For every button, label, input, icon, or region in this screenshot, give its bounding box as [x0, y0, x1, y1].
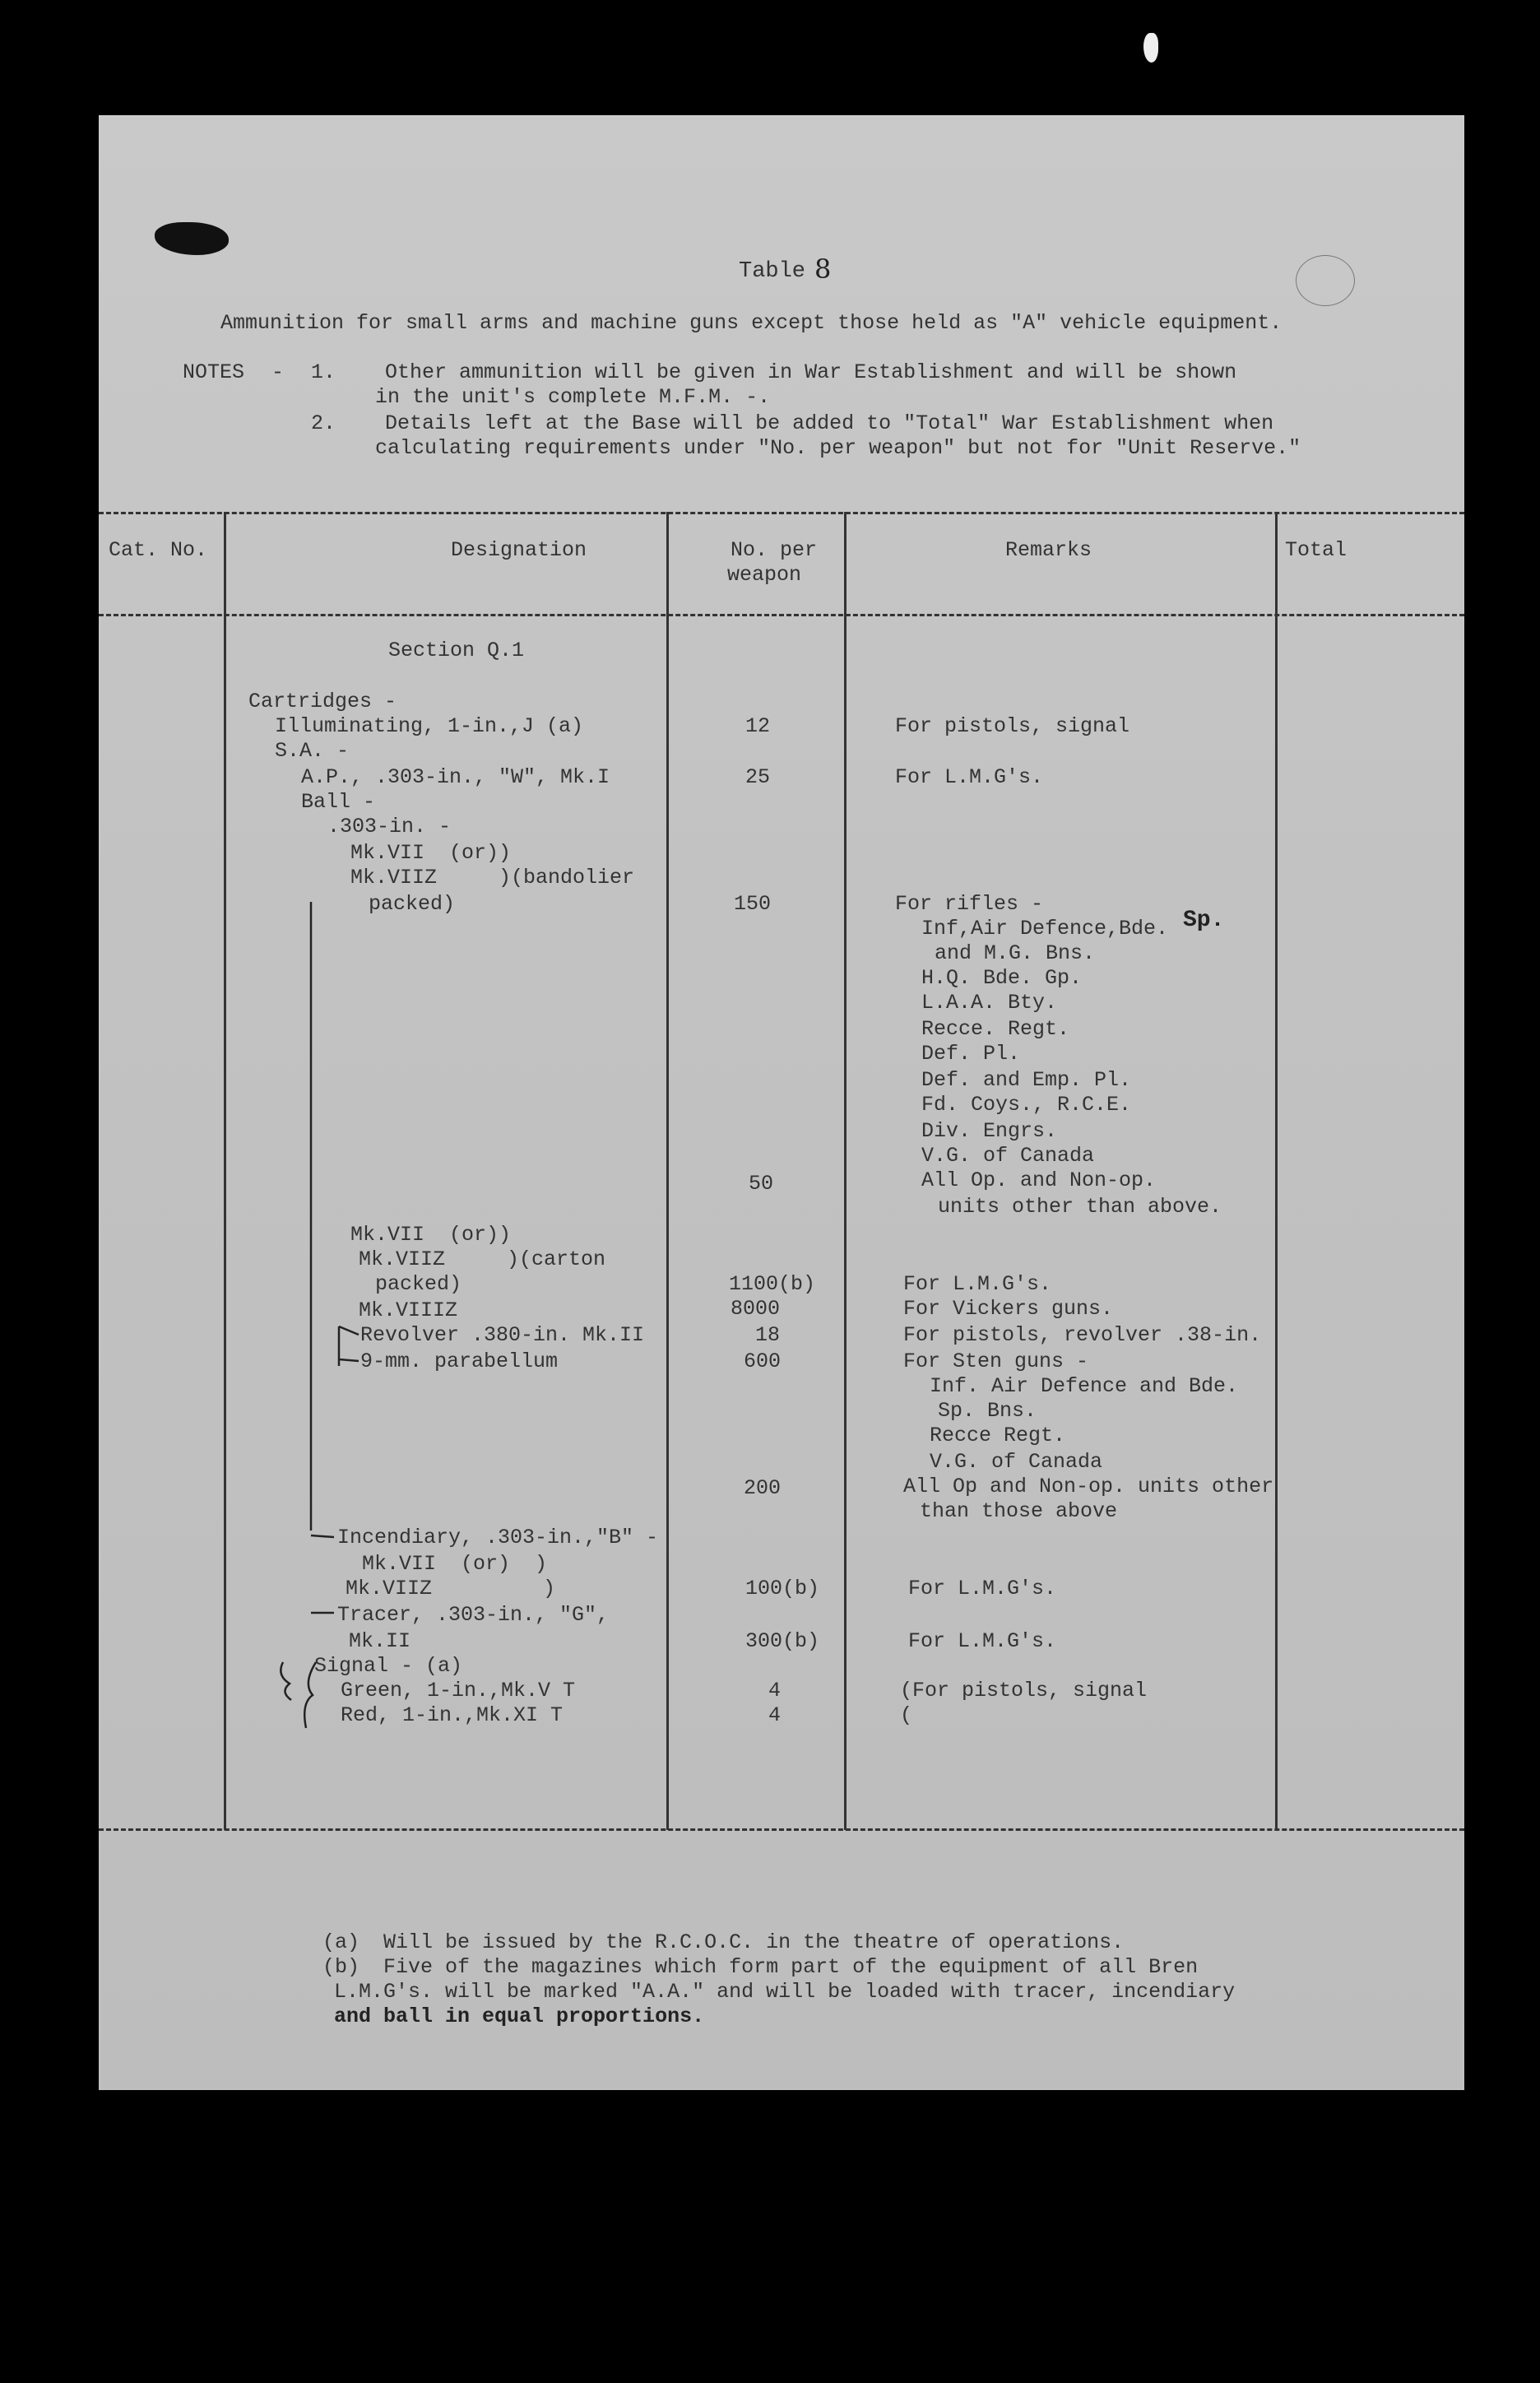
- designation-line: Mk.II: [349, 1629, 411, 1653]
- faint-stamp: [1296, 255, 1355, 306]
- number-value: 50: [749, 1172, 774, 1196]
- remark-line: Div. Engrs.: [921, 1119, 1058, 1143]
- remark-line: H.Q. Bde. Gp.: [921, 966, 1083, 990]
- number-value: 600: [744, 1349, 782, 1373]
- column-divider-3: [844, 512, 847, 1830]
- number-value: 4: [768, 1703, 782, 1727]
- remark-line: Sp. Bns.: [938, 1399, 1037, 1423]
- designation-line: Mk.VII (or)): [350, 841, 512, 865]
- remark-line: For rifles -: [895, 892, 1044, 916]
- remark-line: and M.G. Bns.: [935, 941, 1096, 965]
- designation-line: Mk.VII (or)): [350, 1223, 512, 1247]
- header-remarks: Remarks: [1005, 538, 1092, 562]
- number-value: 200: [744, 1476, 782, 1500]
- designation-line: 9-mm. parabellum: [360, 1349, 559, 1373]
- note-1-number: 1.: [311, 360, 336, 384]
- number-value: 150: [734, 892, 772, 916]
- number-value: 12: [745, 714, 771, 738]
- remark-line: For L.M.G's.: [895, 765, 1044, 789]
- header-total: Total: [1285, 538, 1348, 562]
- number-value: 100(b): [745, 1577, 820, 1600]
- number-value: 8000: [731, 1297, 781, 1321]
- remark-line: Def. and Emp. Pl.: [921, 1068, 1132, 1092]
- remark-line: For L.M.G's.: [908, 1629, 1057, 1653]
- footnote-b-mark: (b): [322, 1955, 360, 1979]
- table-subtitle: Ammunition for small arms and machine guns except those held as "A" vehicle equipment.: [220, 311, 1283, 335]
- header-weapon: weapon: [727, 563, 802, 587]
- designation-line: Mk.VIIIZ: [359, 1298, 458, 1322]
- header-no-per: No. per: [731, 538, 818, 562]
- table-top-rule: [99, 512, 1464, 514]
- remark-line: For pistols, signal: [895, 714, 1130, 738]
- designation-line: Red, 1-in.,Mk.XI T: [341, 1703, 564, 1727]
- column-divider-2: [666, 512, 669, 1830]
- designation-line: Revolver .380-in. Mk.II: [360, 1323, 645, 1347]
- designation-line: Mk.VIIZ ): [346, 1577, 556, 1600]
- number-value: 18: [755, 1323, 781, 1347]
- number-value: 25: [745, 765, 771, 789]
- number-value: 1100(b): [729, 1272, 816, 1296]
- column-divider-4: [1275, 512, 1278, 1830]
- footnote-a-mark: (a): [322, 1930, 360, 1954]
- remark-line: For L.M.G's.: [908, 1577, 1057, 1600]
- remark-line: For L.M.G's.: [903, 1272, 1052, 1296]
- designation-line: A.P., .303-in., "W", Mk.I: [301, 765, 610, 789]
- table-number: 8: [814, 253, 832, 285]
- remark-line: For Vickers guns.: [903, 1297, 1114, 1321]
- table-label: Table: [739, 259, 806, 284]
- remark-line: (: [900, 1703, 913, 1727]
- number-value: 300(b): [745, 1629, 820, 1653]
- designation-line: Ball -: [301, 790, 376, 814]
- section-title: Section Q.1: [388, 639, 525, 662]
- designation-line: S.A. -: [275, 739, 350, 763]
- header-cat-no: Cat. No.: [109, 538, 208, 562]
- remark-line: L.A.A. Bty.: [921, 991, 1058, 1015]
- designation-line: Mk.VII (or) ): [362, 1552, 548, 1576]
- designation-line: Tracer, .303-in., "G",: [337, 1603, 610, 1627]
- remark-handwritten-sp: Sp.: [1183, 908, 1225, 933]
- notes-label: NOTES: [183, 360, 245, 384]
- note-2-line-1: Details left at the Base will be added to "Total" War Establishment when: [385, 411, 1274, 435]
- designation-line: .303-in. -: [327, 815, 452, 838]
- designation-line: Signal - (a): [314, 1654, 463, 1678]
- number-value: 4: [768, 1679, 782, 1702]
- designation-line: Illuminating, 1-in.,J (a): [275, 714, 584, 738]
- footnote-b-line-3: and ball in equal proportions.: [334, 2004, 705, 2028]
- remark-line: Inf,Air Defence,Bde.: [921, 917, 1169, 941]
- note-2-line-2: calculating requirements under "No. per weapon" but not for "Unit Reserve.": [375, 436, 1301, 460]
- table-bottom-rule: [99, 1828, 1464, 1831]
- remark-line: than those above: [920, 1499, 1118, 1523]
- remark-line: Fd. Coys., R.C.E.: [921, 1093, 1132, 1117]
- remark-line: V.G. of Canada: [930, 1450, 1103, 1474]
- designation-line: Green, 1-in.,Mk.V T: [341, 1679, 576, 1702]
- remark-line: Def. Pl.: [921, 1042, 1021, 1066]
- remark-line: For pistols, revolver .38-in.: [903, 1323, 1262, 1347]
- designation-line: Mk.VIIZ )(bandolier: [350, 866, 635, 890]
- remark-line: V.G. of Canada: [921, 1144, 1095, 1168]
- table-header-rule: [99, 614, 1464, 616]
- note-1-line-2: in the unit's complete M.F.M. -.: [375, 385, 771, 409]
- remark-line: Recce Regt.: [930, 1424, 1066, 1447]
- designation-line: Cartridges -: [248, 690, 397, 713]
- remark-line: All Op. and Non-op.: [921, 1168, 1157, 1192]
- remark-line: Inf. Air Defence and Bde.: [930, 1374, 1239, 1398]
- designation-line: packed): [375, 1272, 462, 1296]
- note-2-number: 2.: [311, 411, 336, 435]
- designation-line: Mk.VIIZ )(carton: [359, 1247, 606, 1271]
- remark-line: Recce. Regt.: [921, 1017, 1070, 1041]
- column-divider-1: [224, 512, 226, 1830]
- notes-dash: -: [271, 360, 285, 384]
- remark-line: All Op and Non-op. units other: [903, 1475, 1274, 1498]
- header-designation: Designation: [451, 538, 587, 562]
- designation-line: Incendiary, .303-in.,"B" -: [337, 1526, 659, 1549]
- footnote-a-text: Will be issued by the R.C.O.C. in the theatre of operations.: [383, 1930, 1125, 1954]
- page-clip-mark: [1143, 33, 1158, 63]
- remark-line: units other than above.: [938, 1195, 1222, 1219]
- designation-line: packed): [369, 892, 456, 916]
- footnote-b-line-1: Five of the magazines which form part of the equipment of all Bren: [383, 1955, 1199, 1979]
- remark-line: (For pistols, signal: [900, 1679, 1148, 1702]
- footnote-b-line-2: L.M.G's. will be marked "A.A." and will be loaded with tracer, incendiary: [334, 1980, 1236, 2004]
- remark-line: For Sten guns -: [903, 1349, 1089, 1373]
- note-1-line-1: Other ammunition will be given in War Establishment and will be shown: [385, 360, 1237, 384]
